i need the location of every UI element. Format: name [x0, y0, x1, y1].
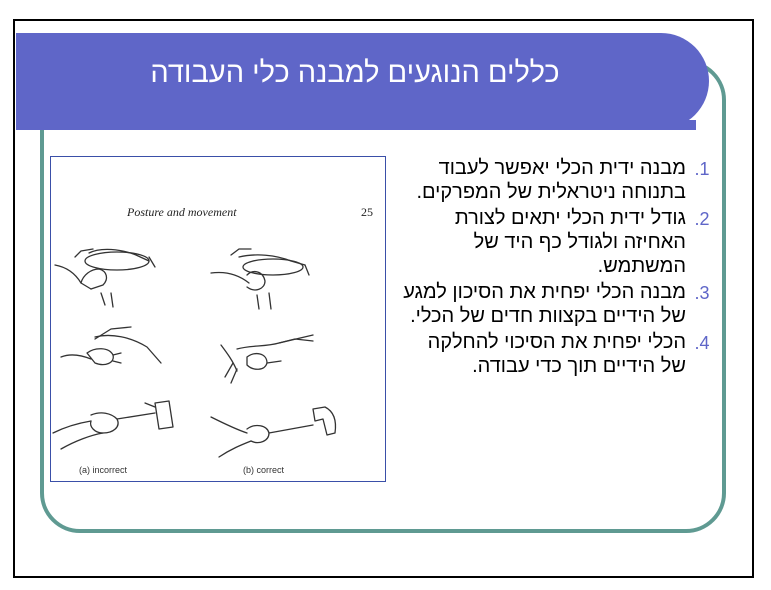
- hand-correct-2: [221, 335, 313, 383]
- list-item: [400, 330, 718, 378]
- item-number: 1.: [694, 159, 710, 179]
- hand-incorrect-1: [55, 249, 155, 307]
- list-item: [400, 156, 718, 204]
- hand-correct-3: [211, 407, 336, 457]
- caption-incorrect: (a) incorrect: [79, 465, 128, 475]
- item-text: מבנה הכלי יפחית את הסיכון למגע של הידיים בקצוות חדים של הכלי.: [403, 281, 686, 327]
- figure-header: Posture and movement: [127, 205, 237, 219]
- hand-incorrect-3: [53, 401, 173, 449]
- list-item: [400, 280, 718, 328]
- item-number: 3.: [694, 283, 710, 303]
- item-number: 2.: [694, 209, 710, 229]
- hand-correct-1: [211, 249, 309, 309]
- caption-correct: (b) correct: [243, 465, 285, 475]
- item-text: הכלי יפחית את הסיכוי להחלקה של הידיים תוך כדי עבודה.: [427, 331, 686, 377]
- item-text: גודל ידית הכלי יתאים לצורת האחיזה ולגודל כף היד של המשתמש.: [454, 207, 686, 277]
- tool-grip-illustration: [51, 157, 387, 483]
- list-item: [400, 206, 718, 278]
- figure-page-number: 25: [361, 205, 373, 219]
- hand-incorrect-2: [61, 327, 161, 365]
- item-number: 4.: [694, 333, 710, 353]
- rules-list: [400, 156, 718, 380]
- figure-panel: [50, 156, 386, 482]
- title-bar-underline: [16, 120, 696, 130]
- slide-title: כללים הנוגעים למבנה כלי העבודה: [150, 56, 560, 89]
- item-text: מבנה ידית הכלי יאפשר לעבוד בתנוחה ניטראלית של המפרקים.: [416, 157, 686, 203]
